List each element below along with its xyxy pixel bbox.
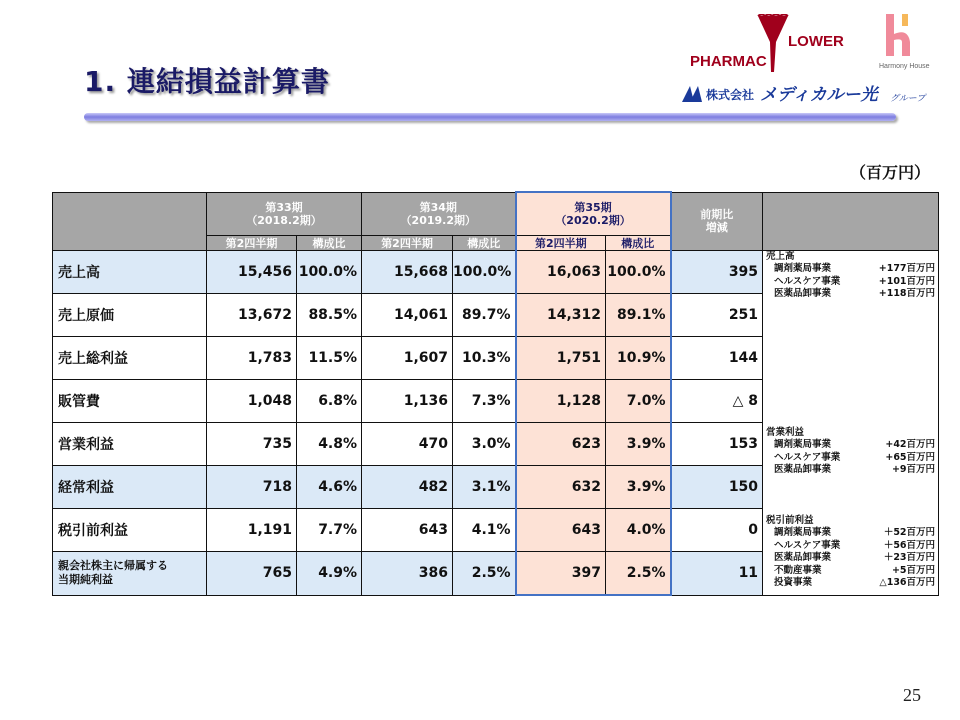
amount-cell: 397: [516, 552, 606, 596]
note-segment: 調剤薬局事業: [774, 263, 832, 275]
note-item: [766, 439, 935, 451]
note-amount: +42百万円: [885, 439, 936, 451]
amount-cell: 735: [207, 423, 297, 466]
ratio-cell: 2.5%: [606, 552, 671, 596]
note-amount: +65百万円: [885, 451, 936, 463]
amount-cell: 765: [207, 552, 297, 596]
col-ratio: 構成比: [606, 236, 671, 251]
row-label: 売上高: [53, 251, 207, 294]
amount-cell: 386: [362, 552, 453, 596]
amount-cell: 1,048: [207, 380, 297, 423]
ratio-cell: 88.5%: [297, 294, 362, 337]
row-label: 売上原価: [53, 294, 207, 337]
ratio-cell: 3.9%: [606, 466, 671, 509]
amount-cell: 482: [362, 466, 453, 509]
change-cell: 144: [671, 337, 763, 380]
note-amount: ＋23百万円: [883, 552, 936, 564]
note-item: [766, 540, 935, 552]
amount-cell: 718: [207, 466, 297, 509]
change-cell: 150: [671, 466, 763, 509]
amount-cell: 15,668: [362, 251, 453, 294]
change-cell: 251: [671, 294, 763, 337]
page-title: 1. 連結損益計算書: [84, 65, 330, 98]
amount-cell: 643: [516, 509, 606, 552]
note-segment: ヘルスケア事業: [774, 275, 841, 287]
ratio-cell: 4.0%: [606, 509, 671, 552]
svg-text:グループ: グループ: [890, 94, 926, 104]
svg-text:Harmony House: Harmony House: [879, 63, 930, 70]
note-item: [766, 288, 935, 300]
note-item: [766, 452, 935, 464]
change-cell: △ 8: [671, 380, 763, 423]
row-label: 販管費: [53, 380, 207, 423]
ratio-cell: 2.5%: [453, 552, 516, 596]
col-q2: 第2四半期: [362, 236, 453, 251]
note-segment: 医薬品卸事業: [774, 552, 832, 564]
ratio-cell: 3.1%: [453, 466, 516, 509]
notes-cell: [763, 251, 939, 596]
note-segment: ヘルスケア事業: [774, 451, 841, 463]
ratio-cell: 11.5%: [297, 337, 362, 380]
period-34-header: 第34期 （2019.2期）: [362, 192, 516, 236]
note-heading: 売上高: [766, 251, 795, 262]
ratio-cell: 4.8%: [297, 423, 362, 466]
amount-cell: 632: [516, 466, 606, 509]
note-heading: 営業利益: [766, 427, 805, 438]
note-amount: ＋56百万円: [883, 539, 936, 551]
note-block: [766, 515, 935, 589]
note-item: [766, 527, 935, 539]
note-segment: 不動産事業: [774, 564, 822, 576]
page-number: 25: [903, 685, 921, 705]
svg-text:PHARMAC: PHARMAC: [690, 53, 767, 70]
period-33-header: 第33期 （2018.2期）: [207, 192, 362, 236]
note-amount: +9百万円: [891, 464, 936, 476]
amount-cell: 1,751: [516, 337, 606, 380]
note-amount: ＋52百万円: [883, 527, 936, 539]
ratio-cell: 3.9%: [606, 423, 671, 466]
row-label: 経常利益: [53, 466, 207, 509]
ratio-cell: 7.0%: [606, 380, 671, 423]
amount-cell: 1,128: [516, 380, 606, 423]
pharmacy-flower-logo: [688, 14, 858, 74]
amount-cell: 14,061: [362, 294, 453, 337]
ratio-cell: 10.9%: [606, 337, 671, 380]
income-statement-table: [52, 191, 939, 596]
period-35-header: 第35期 （2020.2期）: [516, 192, 671, 236]
note-amount: +118百万円: [878, 288, 936, 300]
note-segment: 投資事業: [774, 577, 813, 589]
svg-text:LOWER: LOWER: [788, 33, 844, 50]
note-amount: +101百万円: [878, 275, 936, 287]
medical-ikko-group-logo: [680, 82, 940, 104]
ratio-cell: 89.7%: [453, 294, 516, 337]
note-segment: ヘルスケア事業: [774, 539, 841, 551]
ratio-cell: 6.8%: [297, 380, 362, 423]
col-ratio: 構成比: [453, 236, 516, 251]
change-cell: 0: [671, 509, 763, 552]
amount-cell: 643: [362, 509, 453, 552]
ratio-cell: 100.0%: [453, 251, 516, 294]
col-q2: 第2四半期: [207, 236, 297, 251]
note-block: [766, 251, 935, 301]
note-item: [766, 565, 935, 577]
harmony-house-logo: [878, 14, 934, 70]
row-label: 親会社株主に帰属する 当期純利益: [53, 552, 207, 596]
col-ratio: 構成比: [297, 236, 362, 251]
ratio-cell: 3.0%: [453, 423, 516, 466]
note-item: [766, 464, 935, 476]
ratio-cell: 7.3%: [453, 380, 516, 423]
note-amount: △136百万円: [879, 577, 936, 589]
amount-cell: 13,672: [207, 294, 297, 337]
ratio-cell: 4.9%: [297, 552, 362, 596]
row-label: 営業利益: [53, 423, 207, 466]
svg-text:株式会社: 株式会社: [706, 88, 755, 102]
amount-cell: 623: [516, 423, 606, 466]
table-row: [53, 251, 939, 294]
note-segment: 医薬品卸事業: [774, 464, 832, 476]
note-item: [766, 276, 935, 288]
note-block: [766, 427, 935, 477]
ratio-cell: 89.1%: [606, 294, 671, 337]
note-heading: 税引前利益: [766, 515, 814, 526]
note-segment: 医薬品卸事業: [774, 288, 832, 300]
note-item: [766, 552, 935, 564]
ratio-cell: 10.3%: [453, 337, 516, 380]
unit-label: （百万円）: [850, 163, 931, 182]
amount-cell: 1,191: [207, 509, 297, 552]
amount-cell: 1,136: [362, 380, 453, 423]
ratio-cell: 100.0%: [297, 251, 362, 294]
change-header: 前期比 増減: [671, 192, 763, 251]
col-q2: 第2四半期: [516, 236, 606, 251]
change-cell: 395: [671, 251, 763, 294]
amount-cell: 16,063: [516, 251, 606, 294]
notes-header: [763, 192, 939, 251]
amount-cell: 15,456: [207, 251, 297, 294]
amount-cell: 470: [362, 423, 453, 466]
note-item: [766, 263, 935, 275]
note-amount: +177百万円: [878, 263, 936, 275]
amount-cell: 14,312: [516, 294, 606, 337]
row-label: 税引前利益: [53, 509, 207, 552]
amount-cell: 1,783: [207, 337, 297, 380]
note-segment: 調剤薬局事業: [774, 439, 832, 451]
note-amount: +5百万円: [891, 564, 936, 576]
ratio-cell: 4.6%: [297, 466, 362, 509]
ratio-cell: 100.0%: [606, 251, 671, 294]
note-segment: 調剤薬局事業: [774, 527, 832, 539]
note-item: [766, 577, 935, 589]
header-blank: [53, 192, 207, 251]
change-cell: 11: [671, 552, 763, 596]
change-cell: 153: [671, 423, 763, 466]
ratio-cell: 7.7%: [297, 509, 362, 552]
svg-text:メディカルー光: メディカルー光: [760, 85, 878, 104]
ratio-cell: 4.1%: [453, 509, 516, 552]
title-underline: [84, 113, 896, 121]
row-label: 売上総利益: [53, 337, 207, 380]
amount-cell: 1,607: [362, 337, 453, 380]
